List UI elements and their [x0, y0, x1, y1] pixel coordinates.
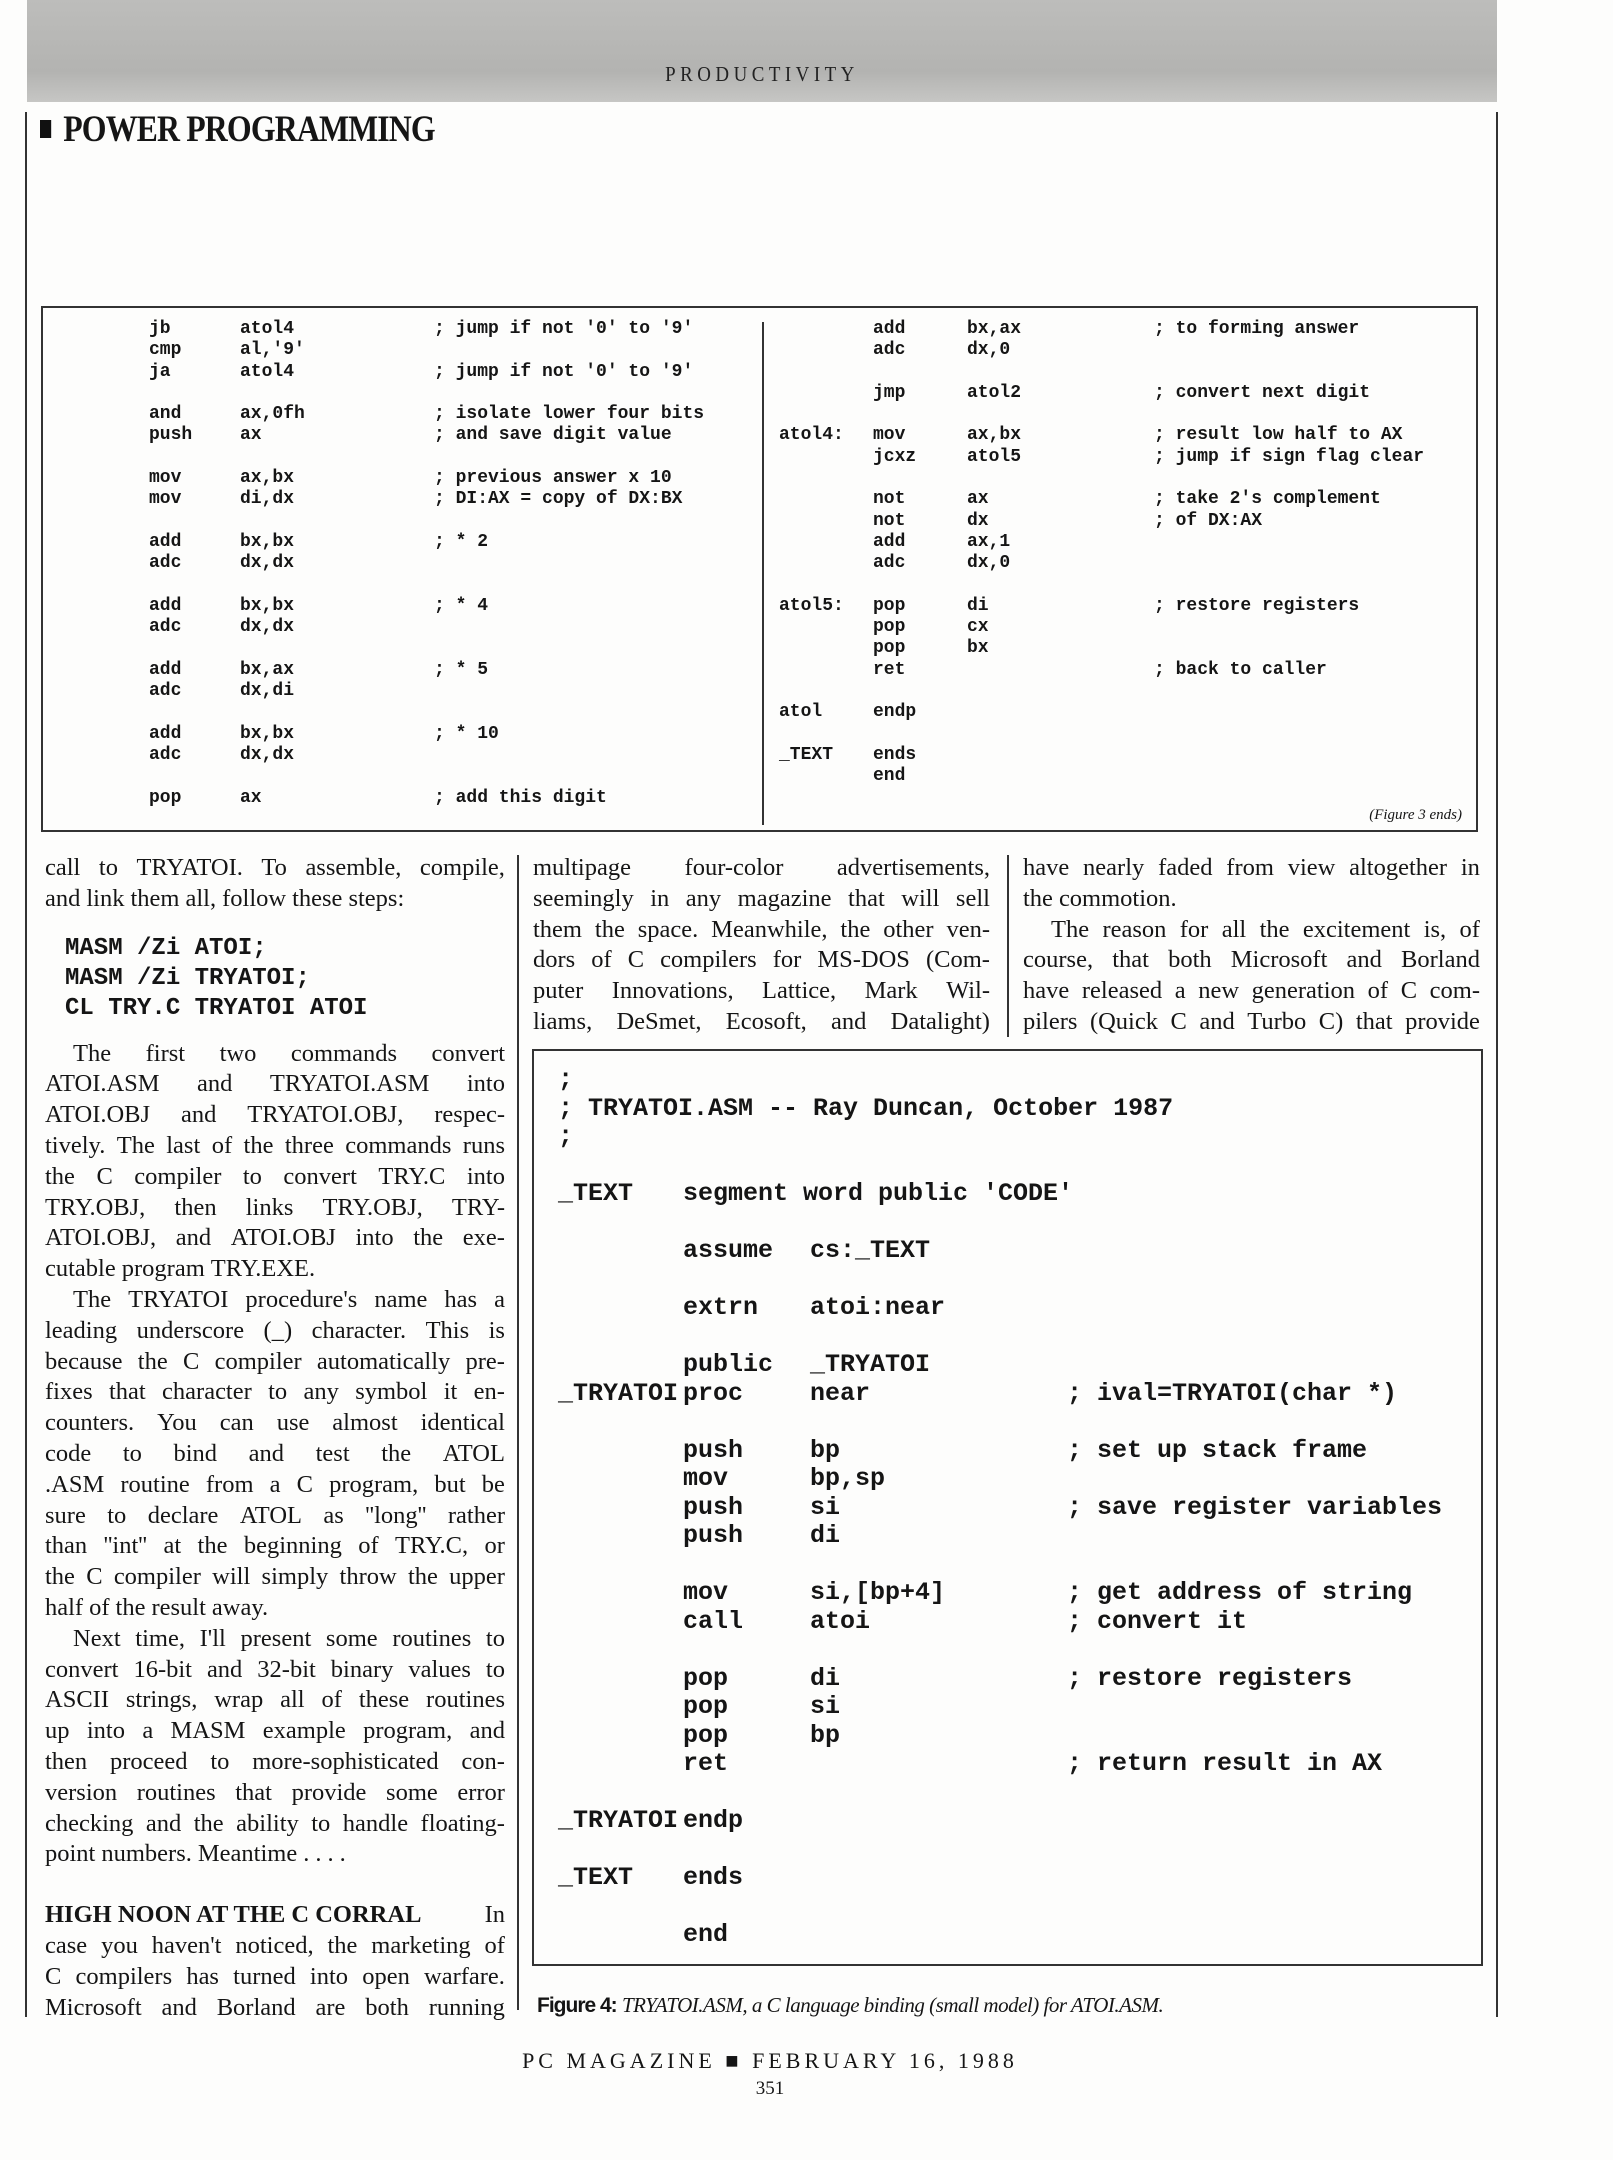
text-line: pilers (Quick C and Turbo C) that provide — [1023, 1007, 1480, 1035]
square-bullet-icon — [40, 120, 51, 138]
code-operand: atoi:near — [810, 1293, 946, 1322]
code-operand: ax,bx — [240, 468, 295, 489]
subhead: HIGH NOON AT THE C CORRAL — [45, 1901, 422, 1929]
code-mnemonic: mov — [149, 468, 182, 489]
code-mnemonic: endp — [873, 702, 917, 723]
code-mnemonic: ret — [873, 659, 906, 680]
code-comment: ; of DX:AX — [1154, 510, 1263, 531]
code-line — [534, 1921, 1479, 1950]
code-operand: ax,bx — [967, 425, 1022, 446]
code-line — [43, 532, 1473, 553]
command-listing — [45, 934, 505, 1024]
figure4-code-listing — [532, 1049, 1483, 1966]
code-mnemonic: and — [149, 404, 182, 425]
code-line — [43, 489, 1473, 510]
code-operand: al,'9' — [240, 340, 305, 361]
code-operand: bx — [967, 638, 989, 659]
text-line: C compilers has turned into open warfare. — [45, 1962, 505, 1990]
code-comment: ; restore registers — [1067, 1663, 1353, 1693]
code-operand: bx,bx — [240, 531, 295, 552]
code-operand: dx,0 — [967, 340, 1011, 361]
code-operand: si,[bp+4] — [810, 1578, 946, 1607]
code-line — [43, 319, 1473, 340]
code-comment: ; and save digit value — [434, 425, 672, 446]
code-operand: bx,bx — [240, 595, 295, 616]
text-line: because the C compiler automatically pre- — [45, 1347, 505, 1375]
code-comment: ; to forming answer — [1154, 319, 1360, 339]
code-line — [534, 1551, 1479, 1580]
code-line — [534, 1864, 1479, 1893]
code-mnemonic: jb — [149, 319, 171, 339]
subhead-tail: In — [484, 1901, 505, 1929]
code-mnemonic: segment word public 'CODE' — [683, 1179, 1074, 1208]
article-column-1 — [45, 853, 505, 2023]
text-line: checking and the ability to handle floating- — [45, 1809, 505, 1837]
code-comment: ; DI:AX = copy of DX:BX — [434, 489, 683, 510]
code-operand: bp,sp — [810, 1464, 886, 1493]
code-mnemonic: jcxz — [873, 446, 917, 467]
department-title-text: POWER PROGRAMMING — [63, 109, 435, 150]
code-comment: ; * 4 — [434, 595, 489, 616]
code-mnemonic: pop — [873, 595, 906, 616]
intro-paragraph — [45, 853, 505, 915]
code-line — [43, 447, 1473, 468]
section-label: PRODUCTIVITY — [665, 62, 859, 86]
code-line — [43, 617, 1473, 638]
code-line — [43, 404, 1473, 425]
text-line: fixes that character to any symbol it en- — [45, 1378, 505, 1406]
code-line — [43, 575, 1473, 596]
code-comment: ; previous answer x 10 — [434, 468, 672, 489]
code-mnemonic: pop — [683, 1692, 729, 1721]
code-operand: atol5 — [967, 446, 1022, 467]
code-operand: atol2 — [967, 382, 1022, 403]
code-line — [534, 1209, 1479, 1238]
text-line: the C compiler will simply throw the upper — [45, 1563, 505, 1591]
code-mnemonic: public — [683, 1350, 774, 1379]
code-operand: bx,ax — [240, 659, 295, 680]
code-operand: ax,0fh — [240, 404, 305, 425]
code-comment: ; jump if not '0' to '9' — [434, 319, 694, 339]
code-comment: ; convert it — [1067, 1606, 1248, 1636]
code-operand: dx,dx — [240, 744, 295, 765]
code-label: ; TRYATOI.ASM -- Ray Duncan, October 1987 — [558, 1093, 1174, 1123]
text-line: ASCII strings, wrap all of these routines — [45, 1686, 505, 1714]
code-line — [534, 1636, 1479, 1665]
text-line: seemingly in any magazine that will sell — [533, 884, 990, 912]
text-line: counters. You can use almost identical — [45, 1409, 505, 1437]
code-comment: ; isolate lower four bits — [434, 404, 705, 425]
code-mnemonic: push — [149, 425, 193, 446]
code-mnemonic: mov — [149, 489, 182, 510]
command-line: CL TRY.C TRYATOI ATOI — [65, 994, 368, 1022]
code-line — [534, 1608, 1479, 1637]
code-label: _TEXT — [779, 744, 834, 765]
code-line — [534, 1152, 1479, 1181]
code-line — [534, 1437, 1479, 1466]
code-mnemonic: jmp — [873, 382, 906, 403]
code-operand: bp — [810, 1435, 841, 1465]
footer-bullet-icon: ■ — [725, 2048, 743, 2073]
text-line: sure to declare ATOL as ''long'' rather — [45, 1501, 505, 1529]
code-mnemonic: mov — [683, 1464, 729, 1493]
figure4-code — [534, 1066, 1479, 1950]
code-mnemonic: extrn — [683, 1293, 759, 1322]
text-line: version routines that provide some error — [45, 1778, 505, 1806]
code-operand: _TRYATOI — [810, 1350, 931, 1379]
caption-label: Figure 4: — [537, 1994, 617, 2017]
code-line — [43, 596, 1473, 617]
figure4-caption — [537, 1993, 1163, 2018]
code-comment: ; result low half to AX — [1154, 425, 1403, 446]
code-mnemonic: push — [683, 1521, 744, 1550]
code-mnemonic: not — [873, 489, 906, 510]
code-mnemonic: pop — [683, 1720, 729, 1750]
body-paragraphs — [45, 1039, 505, 1871]
code-operand: bp — [810, 1720, 841, 1750]
department-title — [40, 108, 435, 151]
code-operand: ax — [240, 787, 262, 808]
article-column-3 — [1023, 853, 1480, 1038]
code-comment: ; restore registers — [1154, 595, 1360, 616]
code-mnemonic: add — [873, 531, 906, 552]
code-line — [43, 724, 1473, 745]
code-operand: si — [810, 1492, 841, 1522]
text-line: ATOI.ASM and TRYATOI.ASM into — [45, 1070, 505, 1098]
text-line: up into a MASM example program, and — [45, 1717, 505, 1745]
text-line: point numbers. Meantime . . . . — [45, 1840, 346, 1868]
text-line: the C compiler to convert TRY.C into — [45, 1162, 505, 1190]
text-line: TRY.OBJ, then links TRY.OBJ, TRY- — [45, 1193, 505, 1221]
code-operand: si — [810, 1692, 841, 1721]
code-comment: ; jump if not '0' to '9' — [434, 361, 694, 382]
code-label: ; — [558, 1065, 574, 1094]
code-mnemonic: adc — [149, 681, 182, 702]
text-line: The reason for all the excitement is, of — [1051, 915, 1480, 943]
code-line — [43, 681, 1473, 702]
code-mnemonic: mov — [873, 425, 906, 446]
subhead-line — [45, 1900, 505, 1931]
code-mnemonic: add — [149, 659, 182, 680]
code-line — [43, 660, 1473, 681]
text-line: call to TRYATOI. To assemble, compile, — [45, 854, 505, 881]
code-mnemonic: adc — [149, 617, 182, 638]
text-line: have nearly faded from view altogether in — [1023, 854, 1480, 881]
text-line: Next time, I'll present some routines to — [73, 1624, 505, 1652]
subhead-paragraph — [45, 1931, 505, 2023]
code-line — [534, 1665, 1479, 1694]
code-comment: ; * 10 — [434, 723, 499, 744]
code-line — [534, 1836, 1479, 1865]
code-label: atol4: — [779, 425, 844, 446]
page-frame-right — [1496, 112, 1498, 2017]
code-mnemonic: proc — [683, 1378, 744, 1408]
code-label: _TRYATOI — [558, 1806, 679, 1835]
code-comment: ; set up stack frame — [1067, 1435, 1368, 1465]
footer-line — [0, 2048, 1540, 2074]
code-label: _TEXT — [558, 1863, 634, 1892]
code-line — [534, 1323, 1479, 1352]
code-operand: di — [810, 1521, 841, 1550]
code-mnemonic: endp — [683, 1806, 744, 1835]
code-operand: ax,1 — [967, 531, 1011, 552]
code-mnemonic: pop — [149, 787, 182, 808]
code-line — [534, 1722, 1479, 1751]
code-line — [43, 425, 1473, 446]
code-operand: bx,bx — [240, 723, 295, 744]
code-mnemonic: add — [149, 723, 182, 744]
code-mnemonic: pop — [873, 617, 906, 638]
code-line — [534, 1237, 1479, 1266]
text-line: and link them all, follow these steps: — [45, 884, 405, 912]
code-operand: cs:_TEXT — [810, 1236, 931, 1265]
code-mnemonic: add — [873, 319, 906, 339]
code-mnemonic: ret — [683, 1749, 729, 1778]
code-line — [534, 1095, 1479, 1124]
code-line — [534, 1779, 1479, 1808]
code-mnemonic: end — [683, 1920, 729, 1949]
code-line — [534, 1693, 1479, 1722]
code-comment: ; jump if sign flag clear — [1154, 446, 1425, 467]
code-line — [534, 1522, 1479, 1551]
text-line: ATOI.OBJ and TRYATOI.OBJ, respec- — [45, 1101, 505, 1129]
code-operand: dx,dx — [240, 553, 295, 574]
code-line — [43, 340, 1473, 361]
code-mnemonic: push — [683, 1435, 744, 1465]
code-line — [534, 1750, 1479, 1779]
code-line — [43, 702, 1473, 723]
code-mnemonic: adc — [149, 744, 182, 765]
text-line: multipage four-color advertisements, — [533, 854, 990, 881]
column-rule-2 — [1007, 855, 1009, 1037]
code-line — [534, 1294, 1479, 1323]
text-line: The first two commands convert — [73, 1039, 505, 1067]
code-operand: near — [810, 1378, 871, 1408]
text-line: have released a new generation of C com- — [1023, 977, 1480, 1005]
command-line: MASM /Zi TRYATOI; — [65, 964, 310, 992]
footer-magazine: PC MAGAZINE — [522, 2048, 716, 2073]
code-comment: ; return result in AX — [1067, 1749, 1383, 1778]
text-line: cutable program TRY.EXE. — [45, 1255, 316, 1283]
code-mnemonic: ends — [683, 1863, 744, 1892]
code-comment: ; * 2 — [434, 531, 489, 552]
code-operand: di,dx — [240, 489, 295, 510]
code-line — [43, 511, 1473, 532]
code-comment: ; take 2's complement — [1154, 489, 1381, 510]
code-label: _TEXT — [558, 1179, 634, 1208]
caption-text: TRYATOI.ASM, a C language binding (small model) for ATOI.ASM. — [621, 1993, 1164, 2017]
code-comment: ; convert next digit — [1154, 382, 1371, 403]
text-line: .ASM routine from a C program, but be — [45, 1470, 505, 1498]
code-line — [534, 1465, 1479, 1494]
code-mnemonic: adc — [873, 340, 906, 361]
code-line — [43, 766, 1473, 787]
code-mnemonic: push — [683, 1492, 744, 1522]
code-mnemonic: pop — [683, 1663, 729, 1693]
code-line — [534, 1180, 1479, 1209]
code-comment: ; back to caller — [1154, 659, 1327, 680]
code-line — [534, 1123, 1479, 1152]
code-line — [534, 1579, 1479, 1608]
text-line: ATOI.OBJ, and ATOI.OBJ into the exe- — [45, 1224, 505, 1252]
text-line: course, that both Microsoft and Borland — [1023, 946, 1480, 974]
text-line: case you haven't noticed, the marketing of — [45, 1931, 505, 1959]
code-mnemonic: add — [149, 531, 182, 552]
code-mnemonic: add — [149, 595, 182, 616]
code-line — [534, 1066, 1479, 1095]
code-line — [43, 362, 1473, 383]
code-comment: ; save register variables — [1067, 1492, 1443, 1522]
code-operand: ax — [967, 489, 989, 510]
code-mnemonic: ends — [873, 744, 917, 765]
command-line: MASM /Zi ATOI; — [65, 934, 267, 962]
text-line: than ''int'' at the beginning of TRY.C, or — [45, 1532, 505, 1560]
code-operand: cx — [967, 617, 989, 638]
code-line — [43, 553, 1473, 574]
code-line — [534, 1380, 1479, 1409]
code-operand: atol4 — [240, 319, 295, 339]
code-line — [534, 1351, 1479, 1380]
code-line — [43, 468, 1473, 489]
code-operand: di — [810, 1663, 841, 1693]
code-operand: atol4 — [240, 361, 295, 382]
code-line — [534, 1266, 1479, 1295]
code-line — [534, 1893, 1479, 1922]
code-line — [43, 745, 1473, 766]
code-operand: ax — [240, 425, 262, 446]
page-number: 351 — [755, 2078, 785, 2099]
code-line — [534, 1408, 1479, 1437]
figure3-right-column — [43, 319, 1473, 788]
code-operand: bx,ax — [967, 319, 1022, 339]
code-mnemonic: assume — [683, 1236, 774, 1265]
text-line: then proceed to more-sophisticated con- — [45, 1747, 505, 1775]
code-label: atol — [779, 702, 823, 723]
text-line: leading underscore (_) character. This is — [45, 1316, 505, 1344]
article-column-2 — [533, 853, 990, 1038]
code-mnemonic: mov — [683, 1578, 729, 1607]
code-mnemonic: adc — [149, 553, 182, 574]
code-mnemonic: call — [683, 1606, 744, 1636]
text-line: the commotion. — [1023, 884, 1177, 912]
text-line: code to bind and test the ATOL — [45, 1439, 505, 1467]
code-mnemonic: ja — [149, 361, 171, 382]
code-mnemonic: adc — [873, 553, 906, 574]
text-line: puter Innovations, Lattice, Mark Wil- — [533, 977, 990, 1005]
page-frame-left — [25, 112, 27, 2017]
code-operand: dx — [967, 510, 989, 531]
figure3-end-note: (Figure 3 ends) — [1369, 807, 1462, 823]
code-line — [534, 1494, 1479, 1523]
code-line — [43, 638, 1473, 659]
code-mnemonic: end — [873, 766, 906, 787]
code-mnemonic: pop — [873, 638, 906, 659]
code-comment: ; get address of string — [1067, 1578, 1413, 1607]
text-line: them the space. Meanwhile, the other ven- — [533, 915, 990, 943]
code-operand: dx,dx — [240, 617, 295, 638]
code-comment: ; ival=TRYATOI(char *) — [1067, 1378, 1398, 1408]
code-line — [43, 383, 1473, 404]
footer-date: FEBRUARY 16, 1988 — [752, 2048, 1018, 2073]
text-line: dors of C compilers for MS-DOS (Com- — [533, 946, 990, 974]
code-operand: dx,di — [240, 681, 295, 702]
text-line: Microsoft and Borland are both running — [45, 1993, 505, 2021]
code-line — [534, 1807, 1479, 1836]
code-operand: atoi — [810, 1606, 871, 1636]
code-operand: di — [967, 595, 989, 616]
text-line: tively. The last of the three commands runs — [45, 1131, 505, 1159]
code-comment: ; add this digit — [434, 787, 607, 808]
text-line: liams, DeSmet, Ecosoft, and Datalight) — [533, 1007, 990, 1035]
text-line: The TRYATOI procedure's name has a — [73, 1285, 505, 1313]
column-rule-1 — [517, 855, 519, 2010]
text-line: convert 16-bit and 32-bit binary values to — [45, 1655, 505, 1683]
code-operand: dx,0 — [967, 553, 1011, 574]
code-label: atol5: — [779, 595, 844, 616]
code-mnemonic: cmp — [149, 340, 182, 361]
text-line: half of the result away. — [45, 1593, 269, 1621]
code-line — [43, 788, 761, 809]
code-label: ; — [558, 1122, 574, 1151]
code-label: _TRYATOI — [558, 1378, 679, 1408]
code-comment: ; * 5 — [434, 659, 489, 680]
code-mnemonic: not — [873, 510, 906, 531]
figure3-code-listing — [41, 306, 1478, 832]
